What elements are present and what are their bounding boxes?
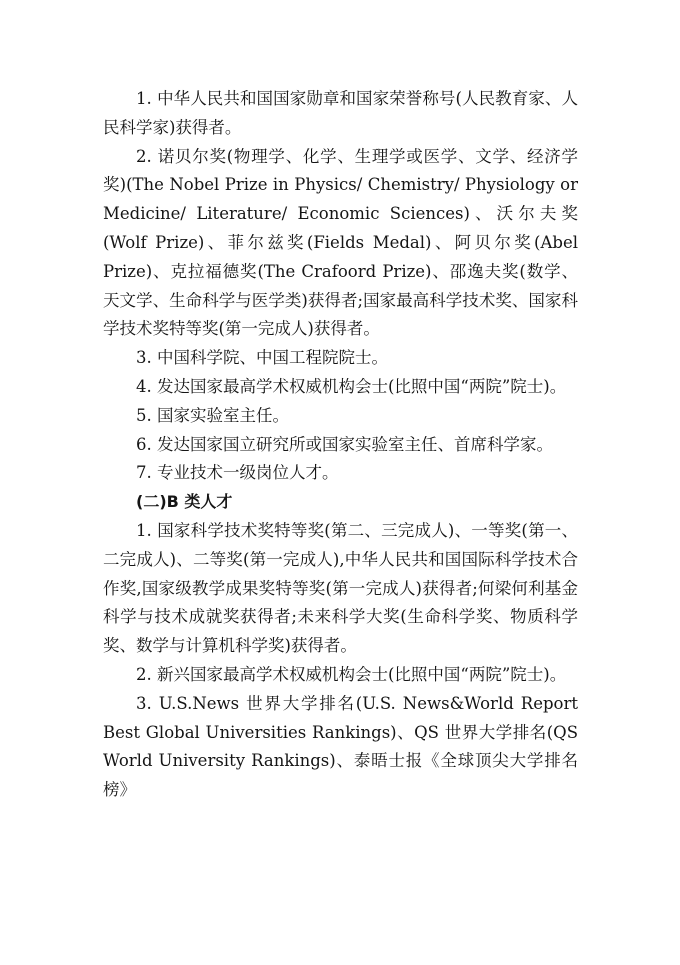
paragraph-a-4: 4. 发达国家最高学术权威机构会士(比照中国“两院”院士)。 [136, 376, 567, 396]
paragraph-b-2: 2. 新兴国家最高学术权威机构会士(比照中国“两院”院士)。 [136, 664, 567, 684]
document-body [103, 85, 578, 805]
paragraph-a-1: 1. 中华人民共和国国家勋章和国家荣誉称号(人民教育家、人民科学家)获得者。 [103, 89, 578, 137]
paragraph-b-3: 3. U.S.News 世界大学排名(U.S. News&World Report Best Global Universities Rankings)、QS 世界大学排名(QS World University Rankings)、泰晤士报《全球顶尖大学排名榜》 [103, 693, 578, 800]
section-heading-b: (二)B 类人才 [136, 492, 233, 512]
paragraph-a-3: 3. 中国科学院、中国工程院院士。 [136, 348, 388, 368]
paragraph-a-2: 2. 诺贝尔奖(物理学、化学、生理学或医学、文学、经济学奖)(The Nobel Prize in Physics/ Chemistry/ Physiology or Medicine/ Literature/ Economic Sciences)、沃尔夫奖(Wolf Prize)、菲尔兹奖(Fields Medal)、阿贝尔奖(Abel Prize)、克拉福德奖(The Crafoord Prize)、邵逸夫奖(数学、天文学、生命科学与医学类)获得者;国家最高科学技术奖、国家科学技术奖特等奖(第一完成人)获得者。 [103, 146, 578, 339]
paragraph-b-1: 1. 国家科学技术奖特等奖(第二、三完成人)、一等奖(第一、二完成人)、二等奖(第一完成人),中华人民共和国国际科学技术合作奖,国家级教学成果奖特等奖(第一完成人)获得者;何梁何利基金科学与技术成就奖获得者;未来科学大奖(生命科学奖、物质科学奖、数学与计算机科学奖)获得者。 [103, 520, 578, 656]
paragraph-a-5: 5. 国家实验室主任。 [136, 405, 289, 425]
paragraph-a-6: 6. 发达国家国立研究所或国家实验室主任、首席科学家。 [136, 434, 553, 454]
paragraph-a-7: 7. 专业技术一级岗位人才。 [136, 463, 339, 483]
